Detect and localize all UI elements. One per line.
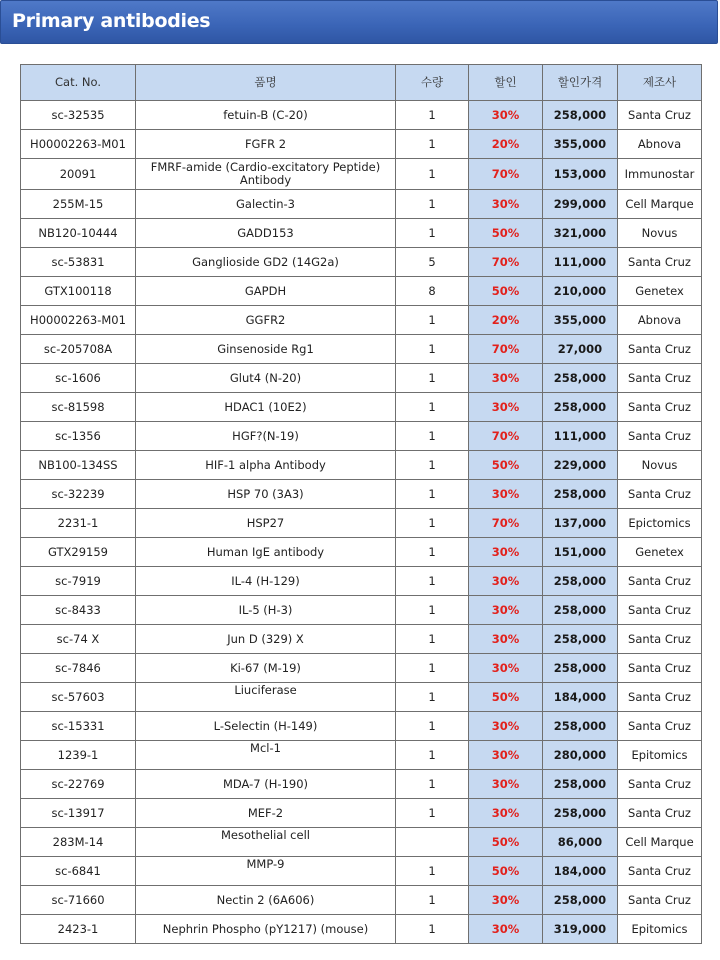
- discount-cell: 30%: [469, 364, 543, 393]
- cat-no-cell: sc-8433: [21, 596, 136, 625]
- manufacturer-cell: Epitomics: [618, 741, 702, 770]
- discount-cell: 50%: [469, 451, 543, 480]
- product-name-cell: Ganglioside GD2 (14G2a): [136, 248, 396, 277]
- discount-cell: 30%: [469, 393, 543, 422]
- product-name-cell: Ki-67 (M-19): [136, 654, 396, 683]
- quantity-cell: 1: [396, 159, 469, 190]
- cat-no-cell: sc-6841: [21, 857, 136, 886]
- discount-cell: 30%: [469, 567, 543, 596]
- quantity-cell: 8: [396, 277, 469, 306]
- discount-cell: 70%: [469, 422, 543, 451]
- cat-no-cell: sc-7846: [21, 654, 136, 683]
- manufacturer-cell: Genetex: [618, 538, 702, 567]
- discount-price-cell: 153,000: [543, 159, 618, 190]
- discount-cell: 30%: [469, 654, 543, 683]
- table-row: [21, 915, 702, 944]
- discount-cell: 30%: [469, 625, 543, 654]
- quantity-cell: 1: [396, 219, 469, 248]
- manufacturer-cell: Immunostar: [618, 159, 702, 190]
- cat-no-cell: 1239-1: [21, 741, 136, 770]
- manufacturer-cell: Santa Cruz: [618, 364, 702, 393]
- cat-no-cell: sc-13917: [21, 799, 136, 828]
- product-name-cell: fetuin-B (C-20): [136, 101, 396, 130]
- table-row: [21, 393, 702, 422]
- quantity-cell: 1: [396, 886, 469, 915]
- table-row: [21, 828, 702, 857]
- discount-price-cell: 86,000: [543, 828, 618, 857]
- cat-no-cell: 255M-15: [21, 190, 136, 219]
- manufacturer-cell: Epitomics: [618, 915, 702, 944]
- manufacturer-cell: Abnova: [618, 306, 702, 335]
- product-name-cell: HSP 70 (3A3): [136, 480, 396, 509]
- table-row: [21, 741, 702, 770]
- quantity-cell: 1: [396, 596, 469, 625]
- cat-no-cell: sc-57603: [21, 683, 136, 712]
- manufacturer-cell: Genetex: [618, 277, 702, 306]
- cat-no-cell: sc-15331: [21, 712, 136, 741]
- table-row: [21, 770, 702, 799]
- quantity-cell: 1: [396, 422, 469, 451]
- table-row: [21, 451, 702, 480]
- manufacturer-cell: Cell Marque: [618, 190, 702, 219]
- quantity-cell: 1: [396, 538, 469, 567]
- quantity-cell: 1: [396, 567, 469, 596]
- column-header-manufacturer: 제조사: [618, 65, 702, 101]
- quantity-cell: 1: [396, 857, 469, 886]
- discount-cell: 70%: [469, 335, 543, 364]
- header-row: [21, 65, 702, 101]
- table-row: [21, 130, 702, 159]
- manufacturer-cell: Santa Cruz: [618, 683, 702, 712]
- product-name-cell: FMRF-amide (Cardio-excitatory Peptide) Antibody: [136, 159, 396, 190]
- quantity-cell: 1: [396, 915, 469, 944]
- manufacturer-cell: Novus: [618, 219, 702, 248]
- quantity-cell: 1: [396, 190, 469, 219]
- table-row: [21, 625, 702, 654]
- discount-price-cell: 27,000: [543, 335, 618, 364]
- title-bar: [0, 0, 718, 44]
- discount-cell: 30%: [469, 712, 543, 741]
- discount-cell: 50%: [469, 857, 543, 886]
- discount-price-cell: 137,000: [543, 509, 618, 538]
- table-row: [21, 480, 702, 509]
- table-row: [21, 159, 702, 190]
- cat-no-cell: sc-53831: [21, 248, 136, 277]
- discount-price-cell: 258,000: [543, 364, 618, 393]
- table-row: [21, 364, 702, 393]
- manufacturer-cell: Santa Cruz: [618, 596, 702, 625]
- discount-cell: 50%: [469, 683, 543, 712]
- discount-cell: 50%: [469, 219, 543, 248]
- table-row: [21, 567, 702, 596]
- quantity-cell: 1: [396, 335, 469, 364]
- discount-cell: 30%: [469, 190, 543, 219]
- quantity-cell: 1: [396, 306, 469, 335]
- discount-price-cell: 111,000: [543, 422, 618, 451]
- cat-no-cell: sc-81598: [21, 393, 136, 422]
- discount-cell: 50%: [469, 277, 543, 306]
- discount-price-cell: 258,000: [543, 799, 618, 828]
- discount-price-cell: 258,000: [543, 393, 618, 422]
- discount-cell: 70%: [469, 248, 543, 277]
- product-name-cell: HGF?(N-19): [136, 422, 396, 451]
- product-name-cell: GGFR2: [136, 306, 396, 335]
- quantity-cell: 1: [396, 364, 469, 393]
- product-name-cell: Mesothelial cell: [136, 828, 396, 857]
- product-name-cell: FGFR 2: [136, 130, 396, 159]
- cat-no-cell: sc-1356: [21, 422, 136, 451]
- discount-price-cell: 258,000: [543, 625, 618, 654]
- table-row: [21, 654, 702, 683]
- table-row: [21, 306, 702, 335]
- manufacturer-cell: Epictomics: [618, 509, 702, 538]
- product-name-cell: Mcl-1: [136, 741, 396, 770]
- cat-no-cell: sc-7919: [21, 567, 136, 596]
- cat-no-cell: sc-74 X: [21, 625, 136, 654]
- manufacturer-cell: Abnova: [618, 130, 702, 159]
- manufacturer-cell: Santa Cruz: [618, 625, 702, 654]
- table-row: [21, 538, 702, 567]
- manufacturer-cell: Santa Cruz: [618, 712, 702, 741]
- cat-no-cell: NB120-10444: [21, 219, 136, 248]
- discount-cell: 30%: [469, 886, 543, 915]
- quantity-cell: 1: [396, 101, 469, 130]
- discount-cell: 70%: [469, 509, 543, 538]
- table-row: [21, 683, 702, 712]
- manufacturer-cell: Santa Cruz: [618, 799, 702, 828]
- quantity-cell: 1: [396, 741, 469, 770]
- discount-cell: 20%: [469, 130, 543, 159]
- cat-no-cell: H00002263-M01: [21, 130, 136, 159]
- discount-price-cell: 280,000: [543, 741, 618, 770]
- manufacturer-cell: Santa Cruz: [618, 480, 702, 509]
- discount-price-cell: 258,000: [543, 712, 618, 741]
- column-header-cat-no: Cat. No.: [21, 65, 136, 101]
- discount-price-cell: 321,000: [543, 219, 618, 248]
- discount-cell: 30%: [469, 480, 543, 509]
- quantity-cell: 1: [396, 393, 469, 422]
- quantity-cell: [396, 828, 469, 857]
- cat-no-cell: 20091: [21, 159, 136, 190]
- discount-price-cell: 111,000: [543, 248, 618, 277]
- discount-cell: 30%: [469, 596, 543, 625]
- discount-price-cell: 184,000: [543, 857, 618, 886]
- table-row: [21, 422, 702, 451]
- discount-price-cell: 258,000: [543, 654, 618, 683]
- product-name-cell: Ginsenoside Rg1: [136, 335, 396, 364]
- discount-price-cell: 258,000: [543, 596, 618, 625]
- table-body: [21, 101, 702, 944]
- cat-no-cell: GTX29159: [21, 538, 136, 567]
- product-table: [20, 64, 702, 944]
- manufacturer-cell: Santa Cruz: [618, 770, 702, 799]
- product-name-cell: Liuciferase: [136, 683, 396, 712]
- product-name-cell: Glut4 (N-20): [136, 364, 396, 393]
- cat-no-cell: H00002263-M01: [21, 306, 136, 335]
- quantity-cell: 5: [396, 248, 469, 277]
- product-name-cell: Human IgE antibody: [136, 538, 396, 567]
- table-row: [21, 190, 702, 219]
- discount-price-cell: 299,000: [543, 190, 618, 219]
- product-name-cell: HSP27: [136, 509, 396, 538]
- discount-cell: 30%: [469, 538, 543, 567]
- table-row: [21, 886, 702, 915]
- discount-price-cell: 258,000: [543, 886, 618, 915]
- manufacturer-cell: Santa Cruz: [618, 857, 702, 886]
- discount-price-cell: 355,000: [543, 130, 618, 159]
- discount-cell: 20%: [469, 306, 543, 335]
- table-row: [21, 857, 702, 886]
- product-name-cell: L-Selectin (H-149): [136, 712, 396, 741]
- product-name-cell: IL-5 (H-3): [136, 596, 396, 625]
- table-row: [21, 509, 702, 538]
- discount-price-cell: 258,000: [543, 770, 618, 799]
- product-name-cell: MMP-9: [136, 857, 396, 886]
- discount-price-cell: 151,000: [543, 538, 618, 567]
- column-header-discount-price: 할인가격: [543, 65, 618, 101]
- cat-no-cell: sc-32239: [21, 480, 136, 509]
- column-header-quantity: 수량: [396, 65, 469, 101]
- cat-no-cell: sc-22769: [21, 770, 136, 799]
- quantity-cell: 1: [396, 683, 469, 712]
- discount-cell: 30%: [469, 770, 543, 799]
- discount-cell: 70%: [469, 159, 543, 190]
- table-row: [21, 335, 702, 364]
- manufacturer-cell: Santa Cruz: [618, 101, 702, 130]
- discount-price-cell: 355,000: [543, 306, 618, 335]
- table-row: [21, 596, 702, 625]
- discount-price-cell: 319,000: [543, 915, 618, 944]
- column-header-product: 품명: [136, 65, 396, 101]
- manufacturer-cell: Santa Cruz: [618, 567, 702, 596]
- manufacturer-cell: Santa Cruz: [618, 335, 702, 364]
- product-name-cell: IL-4 (H-129): [136, 567, 396, 596]
- quantity-cell: 1: [396, 130, 469, 159]
- manufacturer-cell: Santa Cruz: [618, 393, 702, 422]
- discount-cell: 50%: [469, 828, 543, 857]
- manufacturer-cell: Santa Cruz: [618, 422, 702, 451]
- cat-no-cell: GTX100118: [21, 277, 136, 306]
- product-name-cell: GAPDH: [136, 277, 396, 306]
- quantity-cell: 1: [396, 480, 469, 509]
- product-name-cell: Jun D (329) X: [136, 625, 396, 654]
- product-name-cell: HDAC1 (10E2): [136, 393, 396, 422]
- product-name-cell: Nephrin Phospho (pY1217) (mouse): [136, 915, 396, 944]
- product-name-cell: GADD153: [136, 219, 396, 248]
- cat-no-cell: NB100-134SS: [21, 451, 136, 480]
- quantity-cell: 1: [396, 625, 469, 654]
- manufacturer-cell: Santa Cruz: [618, 886, 702, 915]
- discount-price-cell: 258,000: [543, 101, 618, 130]
- table-row: [21, 712, 702, 741]
- product-name-cell: MDA-7 (H-190): [136, 770, 396, 799]
- discount-cell: 30%: [469, 101, 543, 130]
- cat-no-cell: 283M-14: [21, 828, 136, 857]
- table-row: [21, 101, 702, 130]
- discount-price-cell: 210,000: [543, 277, 618, 306]
- table-row: [21, 219, 702, 248]
- manufacturer-cell: Santa Cruz: [618, 654, 702, 683]
- quantity-cell: 1: [396, 509, 469, 538]
- product-name-cell: Nectin 2 (6A606): [136, 886, 396, 915]
- discount-price-cell: 258,000: [543, 480, 618, 509]
- table-row: [21, 277, 702, 306]
- quantity-cell: 1: [396, 770, 469, 799]
- table-row: [21, 248, 702, 277]
- column-header-discount: 할인: [469, 65, 543, 101]
- manufacturer-cell: Santa Cruz: [618, 248, 702, 277]
- quantity-cell: 1: [396, 654, 469, 683]
- discount-price-cell: 184,000: [543, 683, 618, 712]
- discount-price-cell: 258,000: [543, 567, 618, 596]
- quantity-cell: 1: [396, 451, 469, 480]
- cat-no-cell: 2231-1: [21, 509, 136, 538]
- product-name-cell: Galectin-3: [136, 190, 396, 219]
- table-row: [21, 799, 702, 828]
- cat-no-cell: sc-32535: [21, 101, 136, 130]
- page-title: Primary antibodies: [12, 10, 211, 32]
- product-name-cell: HIF-1 alpha Antibody: [136, 451, 396, 480]
- manufacturer-cell: Novus: [618, 451, 702, 480]
- manufacturer-cell: Cell Marque: [618, 828, 702, 857]
- cat-no-cell: sc-1606: [21, 364, 136, 393]
- quantity-cell: 1: [396, 799, 469, 828]
- discount-cell: 30%: [469, 741, 543, 770]
- cat-no-cell: sc-205708A: [21, 335, 136, 364]
- table-header: [21, 65, 702, 101]
- discount-cell: 30%: [469, 915, 543, 944]
- cat-no-cell: sc-71660: [21, 886, 136, 915]
- cat-no-cell: 2423-1: [21, 915, 136, 944]
- quantity-cell: 1: [396, 712, 469, 741]
- product-name-cell: MEF-2: [136, 799, 396, 828]
- discount-cell: 30%: [469, 799, 543, 828]
- discount-price-cell: 229,000: [543, 451, 618, 480]
